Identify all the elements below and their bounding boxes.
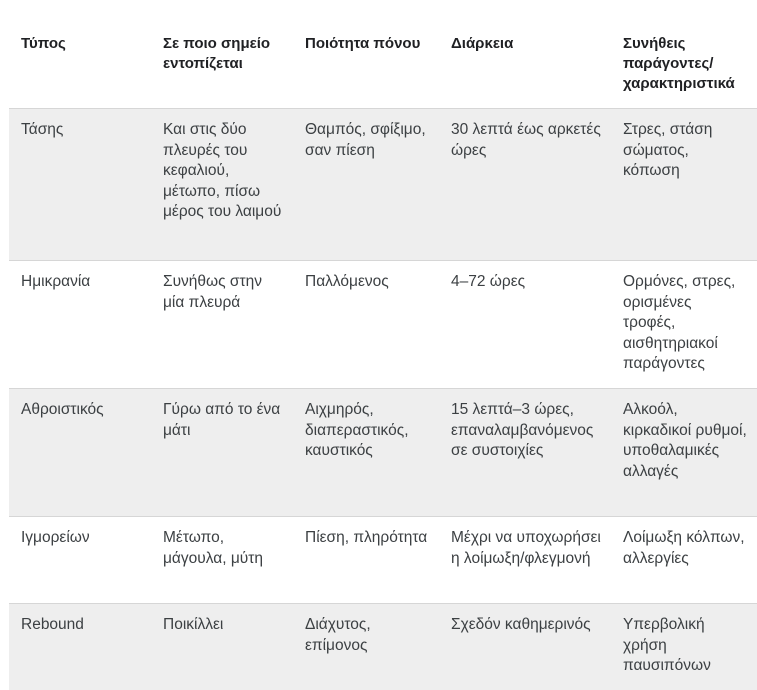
cell-duration: 4–72 ώρες [439, 261, 611, 389]
cell-pain-quality: Παλλόμενος [293, 261, 439, 389]
cell-location: Μέτωπο, μάγουλα, μύτη [151, 517, 293, 604]
cell-location: Και στις δύο πλευρές του κεφαλιού, μέτωπο, πίσω μέρος του λαιμού [151, 109, 293, 261]
cell-duration: 15 λεπτά–3 ώρες, επαναλαμβανόμενος σε συστοιχίες [439, 389, 611, 517]
header-factors: Συνήθεις παράγοντες/ χαρακτηριστικά [611, 22, 757, 109]
cell-type: Αθροιστικός [9, 389, 151, 517]
table-row [9, 604, 757, 690]
table-row [9, 261, 757, 389]
cell-type: Τάσης [9, 109, 151, 261]
table-body [9, 109, 757, 690]
cell-pain-quality: Θαμπός, σφίξιμο, σαν πίεση [293, 109, 439, 261]
table-row [9, 517, 757, 604]
header-duration: Διάρκεια [439, 22, 611, 109]
headache-types-table [9, 22, 757, 690]
cell-type: Ιγμορείων [9, 517, 151, 604]
table-header [9, 22, 757, 109]
cell-factors: Στρες, στάση σώματος, κόπωση [611, 109, 757, 261]
cell-pain-quality: Πίεση, πληρότητα [293, 517, 439, 604]
cell-duration: 30 λεπτά έως αρκετές ώρες [439, 109, 611, 261]
header-pain-quality: Ποιότητα πόνου [293, 22, 439, 109]
cell-type: Ημικρανία [9, 261, 151, 389]
cell-factors: Υπερβολική χρήση παυσιπόνων [611, 604, 757, 690]
cell-factors: Αλκοόλ, κιρκαδικοί ρυθμοί, υποθαλαμικές αλλαγές [611, 389, 757, 517]
cell-pain-quality: Διάχυτος, επίμονος [293, 604, 439, 690]
cell-factors: Λοίμωξη κόλπων, αλλεργίες [611, 517, 757, 604]
cell-pain-quality: Αιχμηρός, διαπεραστικός, καυστικός [293, 389, 439, 517]
cell-duration: Σχεδόν καθημερινός [439, 604, 611, 690]
cell-location: Ποικίλλει [151, 604, 293, 690]
cell-location: Γύρω από το ένα μάτι [151, 389, 293, 517]
header-location: Σε ποιο σημείο εντοπίζεται [151, 22, 293, 109]
table-row [9, 109, 757, 261]
cell-type: Rebound [9, 604, 151, 690]
cell-factors: Ορμόνες, στρες, ορισμένες τροφές, αισθητηριακοί παράγοντες [611, 261, 757, 389]
cell-duration: Μέχρι να υποχωρήσει η λοίμωξη/φλεγμονή [439, 517, 611, 604]
header-row [9, 22, 757, 109]
header-type: Τύπος [9, 22, 151, 109]
table-row [9, 389, 757, 517]
cell-location: Συνήθως στην μία πλευρά [151, 261, 293, 389]
